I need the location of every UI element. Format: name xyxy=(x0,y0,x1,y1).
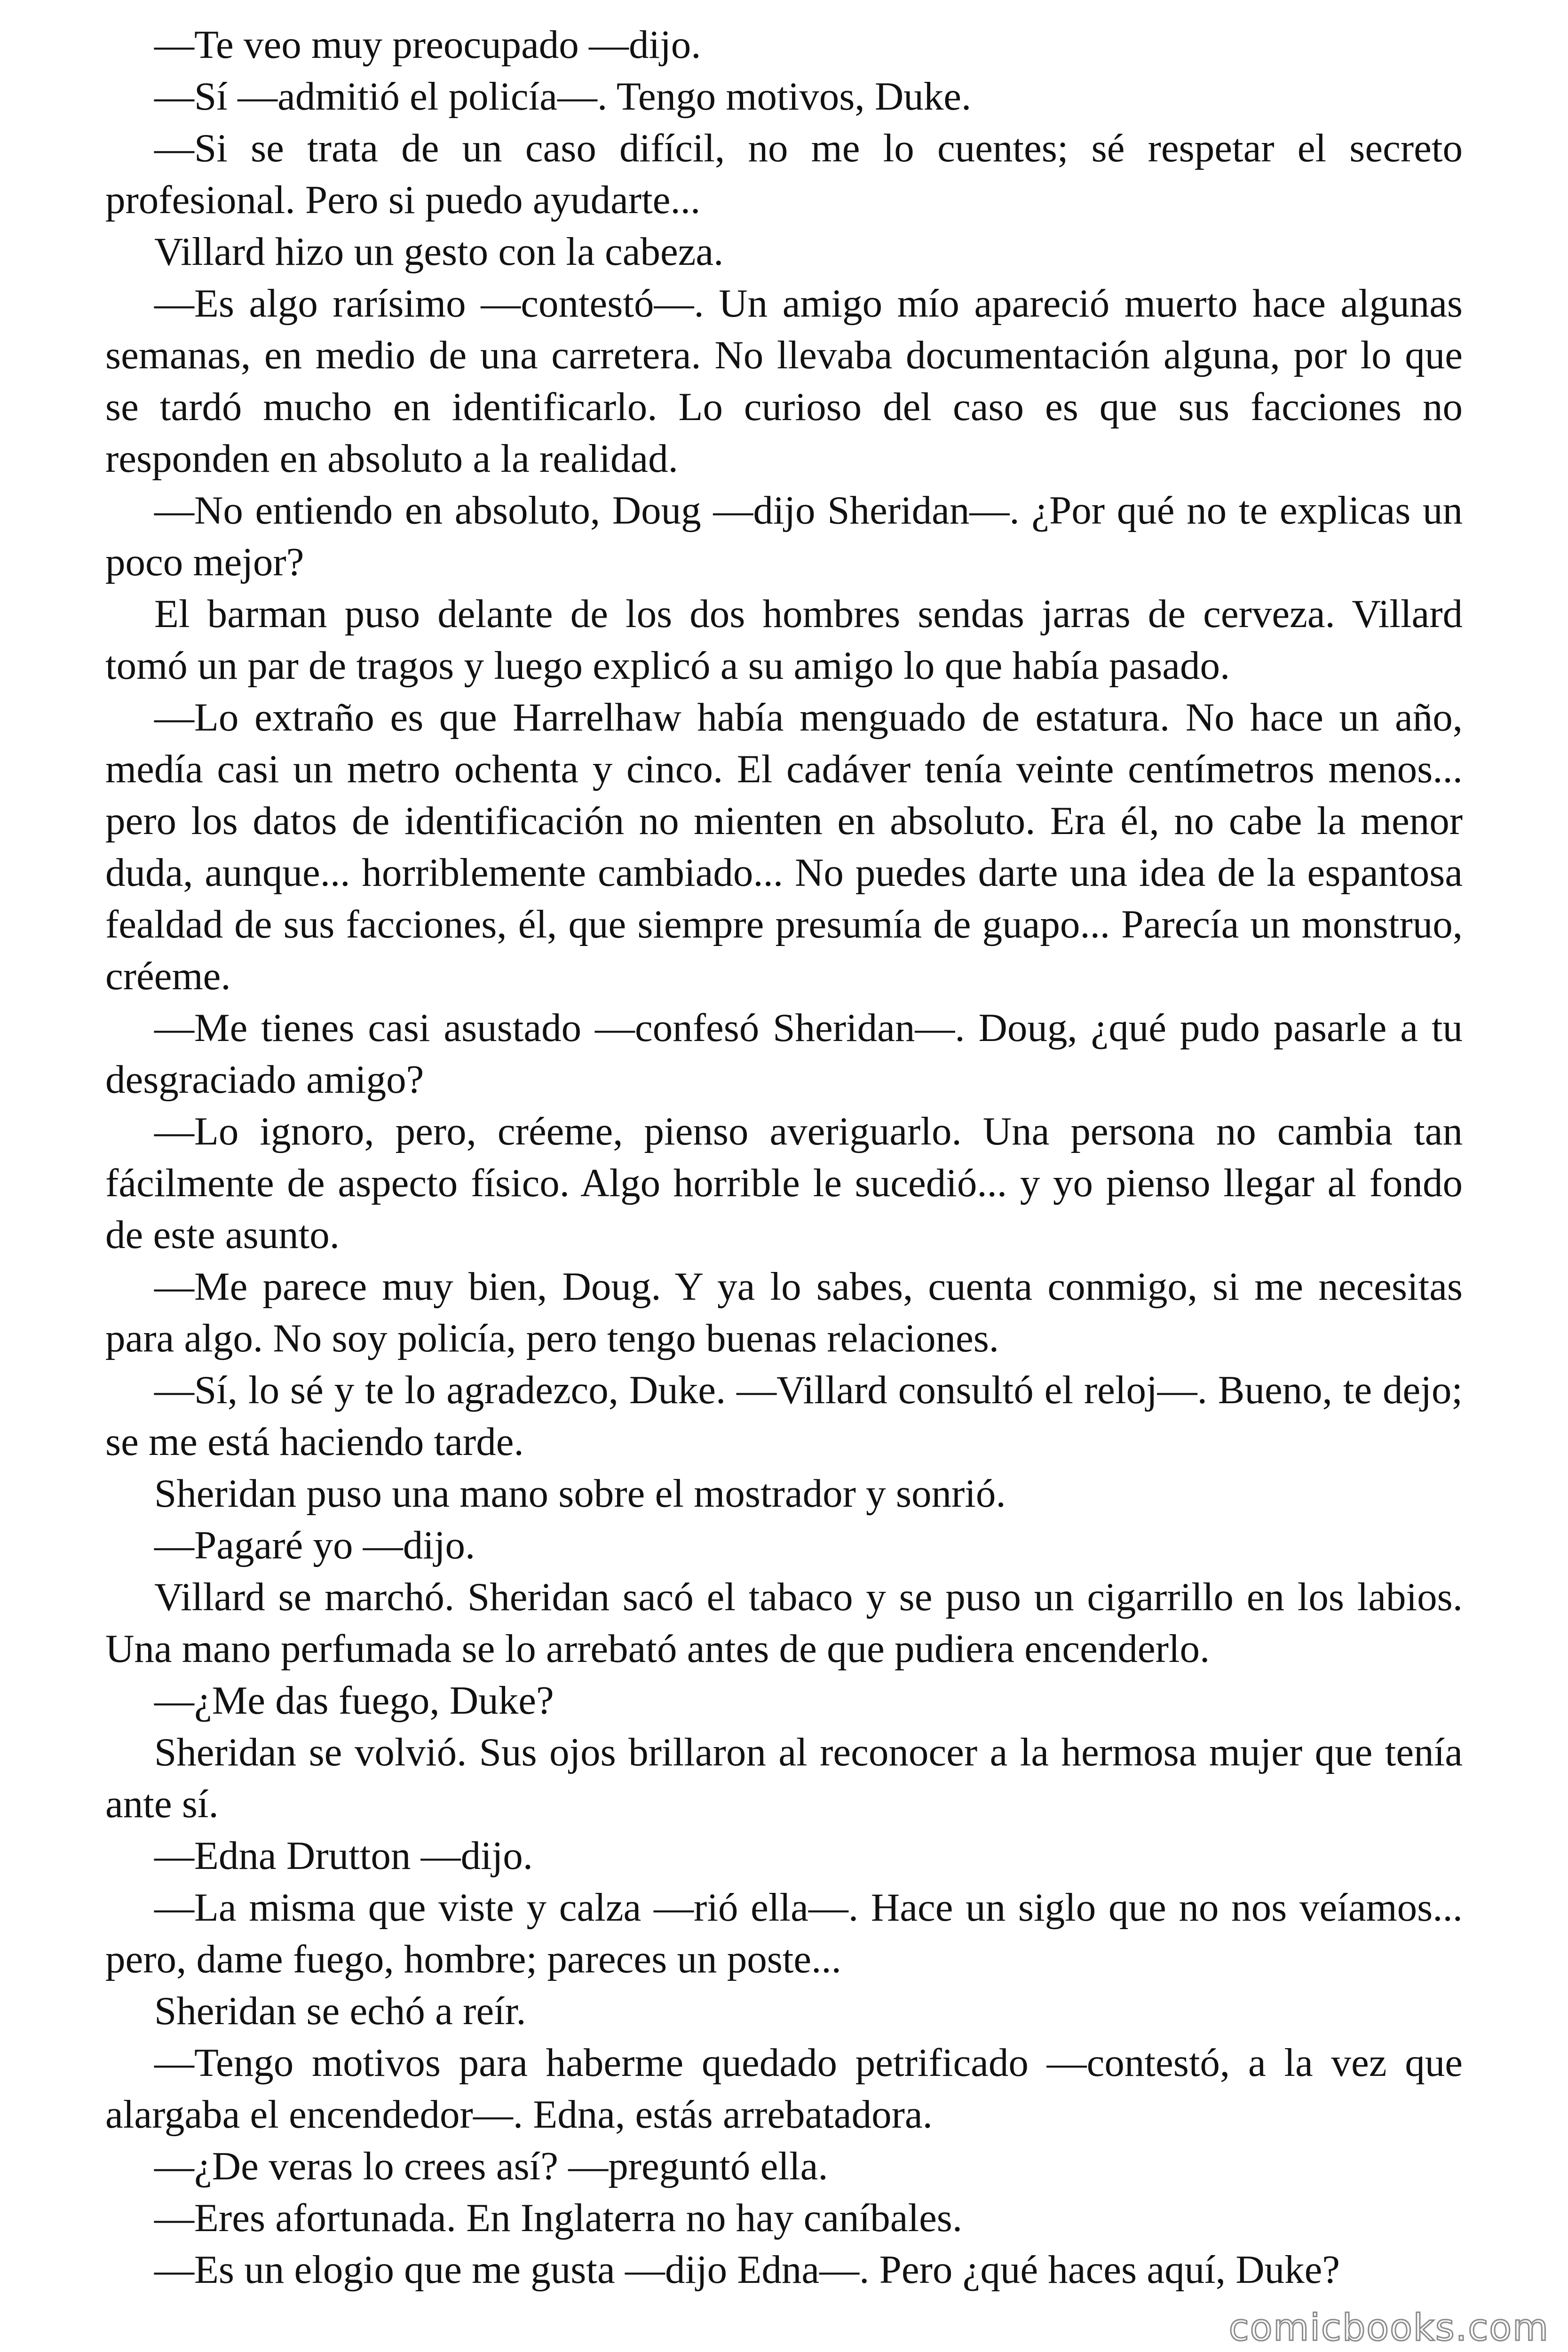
paragraph: —Tengo motivos para haberme quedado petrificado —contestó, a la vez que alargaba el encendedor—. Edna, estás arrebatadora. xyxy=(105,2041,1463,2137)
paragraph: —Sí, lo sé y te lo agradezco, Duke. —Villard consultó el reloj—. Bueno, te dejo; se me está haciendo tarde. xyxy=(105,1368,1463,1464)
paragraph: —Lo extraño es que Harrelhaw había menguado de estatura. No hace un año, medía casi un metro ochenta y cinco. El cadáver tenía veinte centímetros menos... pero los datos de identificación no mienten en absoluto. Era él, no cabe la menor duda, aunque... horriblemente cambiado... No puedes darte una idea de la espantosa fealdad de sus facciones, él, que siempre presumía de guapo... Parecía un monstruo, créeme. xyxy=(105,695,1463,998)
paragraph: —Edna Drutton —dijo. xyxy=(154,1834,533,1878)
paragraph: —No entiendo en absoluto, Doug —dijo Sheridan—. ¿Por qué no te explicas un poco mejor? xyxy=(105,488,1463,584)
paragraph: —La misma que viste y calza —rió ella—. Hace un siglo que no nos veíamos... pero, dame fuego, hombre; pareces un poste... xyxy=(105,1885,1463,1981)
paragraph: —Eres afortunada. En Inglaterra no hay caníbales. xyxy=(154,2196,963,2240)
paragraph: —Me tienes casi asustado —confesó Sheridan—. Doug, ¿qué pudo pasarle a tu desgraciado amigo? xyxy=(105,1006,1463,1102)
paragraph: —Es algo rarísimo —contestó—. Un amigo mío apareció muerto hace algunas semanas, en medio de una carretera. No llevaba documentación alguna, por lo que se tardó mucho en identificarlo. Lo curioso del caso es que sus facciones no responden en absoluto a la realidad. xyxy=(105,281,1463,481)
paragraph: —Sí —admitió el policía—. Tengo motivos, Duke. xyxy=(154,74,972,119)
paragraph: —Si se trata de un caso difícil, no me lo cuentes; sé respetar el secreto profesional. Pero si puedo ayudarte... xyxy=(105,126,1463,222)
page-text xyxy=(105,19,1463,2314)
paragraph: Villard hizo un gesto con la cabeza. xyxy=(154,230,724,274)
paragraph: —Es un elogio que me gusta —dijo Edna—. Pero ¿qué haces aquí, Duke? xyxy=(154,2248,1340,2292)
paragraph: Sheridan se echó a reír. xyxy=(154,1989,526,2033)
paragraph: Sheridan puso una mano sobre el mostrador y sonrió. xyxy=(154,1471,1006,1516)
paragraph: —Pagaré yo —dijo. xyxy=(154,1523,475,1567)
paragraph: —¿De veras lo crees así? —preguntó ella. xyxy=(154,2144,828,2188)
paragraph: —Me parece muy bien, Doug. Y ya lo sabes, cuenta conmigo, si me necesitas para algo. No soy policía, pero tengo buenas relaciones. xyxy=(105,1264,1463,1360)
paragraph: Villard se marchó. Sheridan sacó el tabaco y se puso un cigarrillo en los labios. Una mano perfumada se lo arrebató antes de que pudiera encenderlo. xyxy=(105,1575,1463,1671)
paragraph: —¿Me das fuego, Duke? xyxy=(154,1678,554,1723)
paragraph: —Te veo muy preocupado —dijo. xyxy=(154,23,701,67)
paragraph: —Lo ignoro, pero, créeme, pienso averiguarlo. Una persona no cambia tan fácilmente de aspecto físico. Algo horrible le sucedió... y yo pienso llegar al fondo de este asunto. xyxy=(105,1109,1463,1257)
watermark: comicbooks.com xyxy=(1228,2307,1549,2349)
paragraph: Sheridan se volvió. Sus ojos brillaron al reconocer a la hermosa mujer que tenía ante sí. xyxy=(105,1730,1463,1826)
paragraph: El barman puso delante de los dos hombres sendas jarras de cerveza. Villard tomó un par de tragos y luego explicó a su amigo lo que había pasado. xyxy=(105,592,1463,688)
